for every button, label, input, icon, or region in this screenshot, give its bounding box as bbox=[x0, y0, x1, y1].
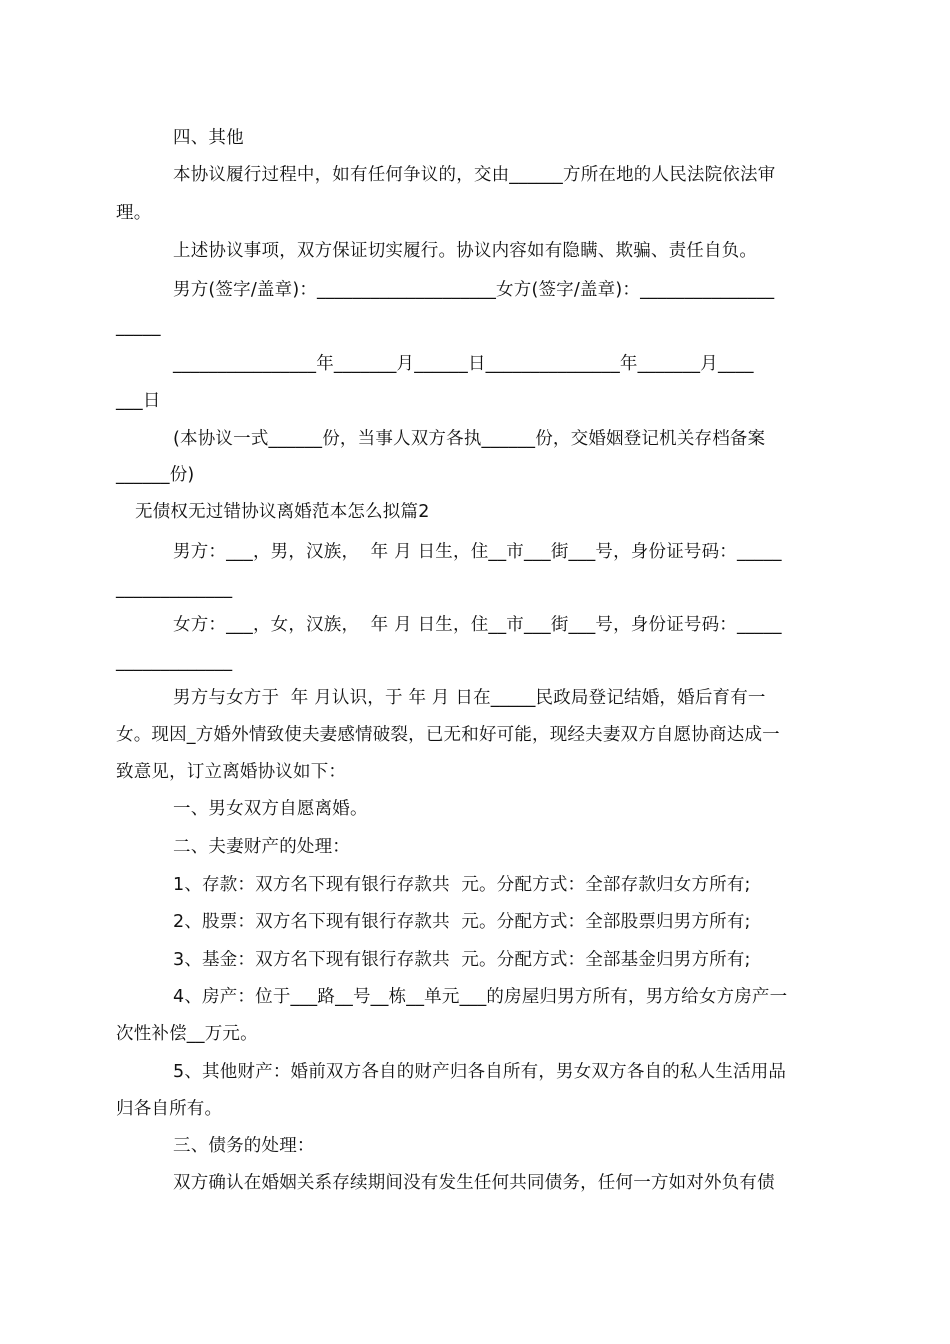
paragraph-line: 女。现因_方婚外情致使夫妻感情破裂，已无和好可能，现经夫妻双方自愿协商达成一 bbox=[116, 725, 780, 745]
clause-item: 5、其他财产：婚前双方各自的财产归各自所有，男女双方各自的私人生活用品 bbox=[173, 1062, 787, 1082]
paragraph-line: 理。 bbox=[116, 203, 152, 223]
clause-item: 归各自所有。 bbox=[116, 1099, 223, 1119]
clause-item: 2、股票：双方名下现有银行存款共 元。分配方式：全部股票归男方所有; bbox=[173, 912, 751, 932]
paragraph-line: 男方与女方于 年 月认识，于 年 月 日在_____民政局登记结婚，婚后育有一 bbox=[173, 688, 766, 708]
party-info-female: _____________ bbox=[116, 652, 233, 672]
clause-item: 4、房产：位于___路__号__栋__单元___的房屋归男方所有，男方给女方房产一 bbox=[173, 987, 788, 1007]
signature-line: _____ bbox=[116, 317, 161, 337]
copies-note: (本协议一式______份，当事人双方各执______份，交婚姻登记机关存档备案 bbox=[173, 429, 766, 449]
signature-line: 男方(签字/盖章)：____________________女方(签字/盖章)：_______________ bbox=[173, 280, 775, 300]
copies-note: ______份) bbox=[116, 465, 195, 485]
date-line: ___日 bbox=[116, 391, 161, 411]
paragraph-line: 致意见，订立离婚协议如下： bbox=[116, 762, 347, 782]
paragraph-line: 上述协议事项，双方保证切实履行。协议内容如有隐瞒、欺骗、责任自负。 bbox=[173, 241, 758, 261]
party-info-female: 女方：___，女，汉族， 年 月 日生，住__市___街___号，身份证号码：_____ bbox=[173, 615, 782, 635]
clause-item: 次性补偿__万元。 bbox=[116, 1024, 258, 1044]
paragraph-line: 双方确认在婚姻关系存续期间没有发生任何共同债务，任何一方如对外负有债 bbox=[173, 1173, 775, 1193]
date-line: ________________年_______月______日_______________年_______月____ bbox=[173, 354, 754, 374]
clause-item: 1、存款：双方名下现有银行存款共 元。分配方式：全部存款归女方所有; bbox=[173, 875, 751, 895]
party-info-male: _____________ bbox=[116, 579, 233, 599]
paragraph-line: 本协议履行过程中，如有任何争议的，交由______方所在地的人民法院依法审 bbox=[173, 165, 776, 185]
article-title: 无债权无过错协议离婚范本怎么拟篇2 bbox=[135, 502, 430, 522]
clause-item: 3、基金：双方名下现有银行存款共 元。分配方式：全部基金归男方所有; bbox=[173, 950, 751, 970]
party-info-male: 男方：___，男，汉族， 年 月 日生，住__市___街___号，身份证号码：_____ bbox=[173, 542, 782, 562]
clause-line: 二、夫妻财产的处理： bbox=[173, 837, 350, 857]
section-heading-other: 四、其他 bbox=[173, 128, 244, 148]
clause-line: 三、债务的处理： bbox=[173, 1136, 315, 1156]
clause-line: 一、男女双方自愿离婚。 bbox=[173, 799, 368, 819]
